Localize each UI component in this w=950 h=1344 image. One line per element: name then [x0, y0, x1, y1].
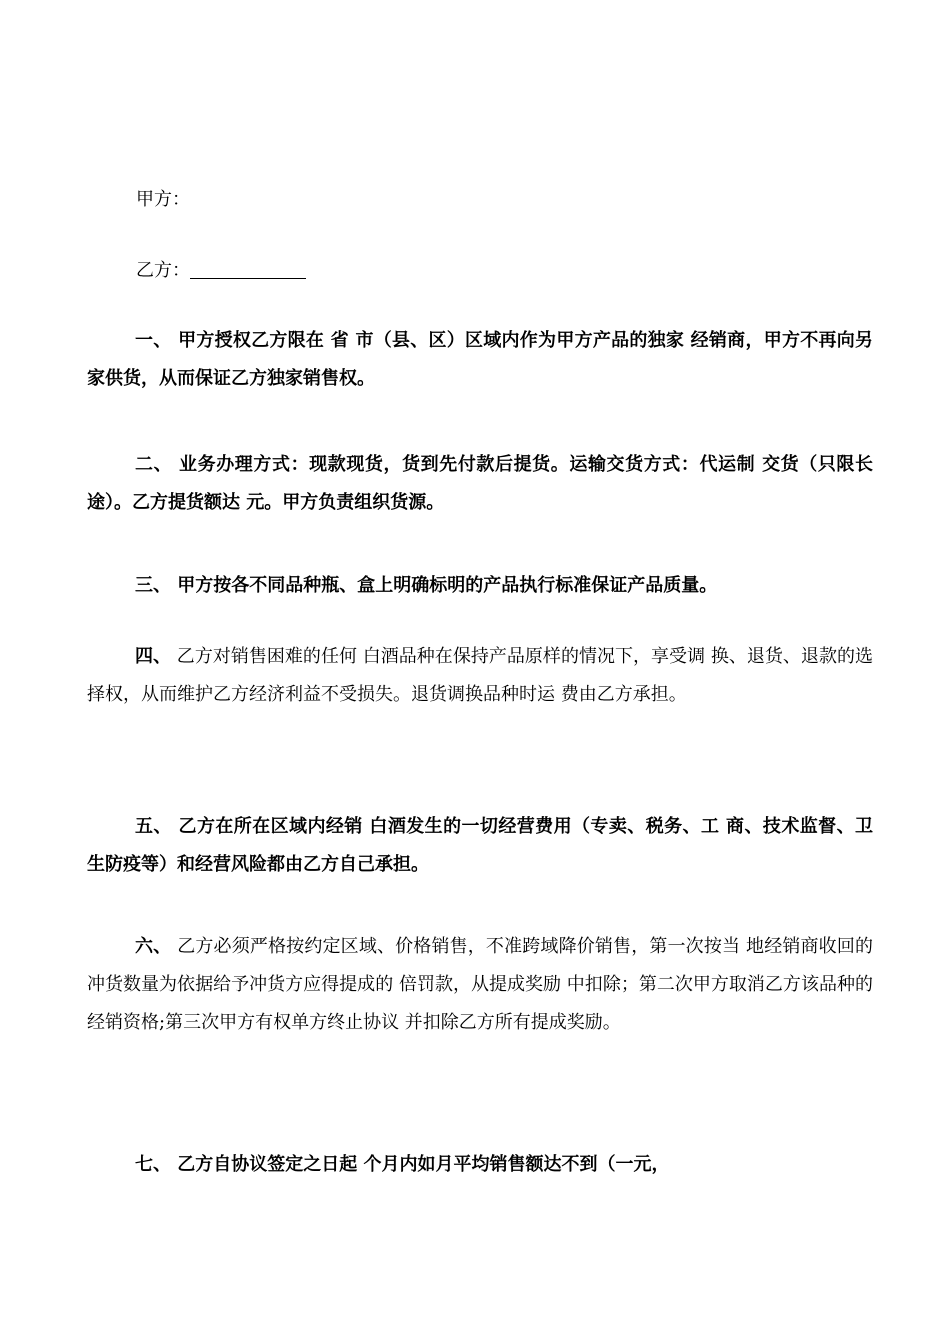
clause-2-text: 业务办理方式：现款现货，货到先付款后提货。运输交货方式：代运制 交货（只限长途）。乙方提货额达 元。甲方负责组织货源。	[87, 454, 874, 513]
party-b-label: 乙方：	[136, 260, 190, 281]
clause-7	[87, 1146, 873, 1184]
party-a-label: 甲方：	[136, 189, 190, 210]
clause-4-number: 四、	[135, 646, 172, 667]
clause-2-number: 二、	[135, 454, 173, 475]
clause-3-text: 甲方按各不同品种瓶、盒上明确标明的产品执行标准保证产品质量。	[177, 575, 718, 596]
clause-5	[87, 808, 873, 884]
clause-1-text: 甲方授权乙方限在 省 市（县、区）区域内作为甲方产品的独家 经销商，甲方不再向另家供货，从而保证乙方独家销售权。	[87, 330, 874, 389]
clause-1-number: 一、	[135, 330, 172, 351]
clause-6	[87, 928, 873, 1042]
clause-4-text: 乙方对销售困难的任何 白酒品种在保持产品原样的情况下，享受调 换、退货、退款的选择权，从而维护乙方经济利益不受损失。退货调换品种时运 费由乙方承担。	[87, 646, 873, 705]
clause-6-number: 六、	[135, 936, 172, 957]
clause-4	[87, 638, 873, 714]
clause-3-number: 三、	[135, 575, 171, 596]
party-a-line	[136, 188, 190, 212]
clause-3	[87, 567, 873, 605]
clause-5-text: 乙方在所在区域内经销 白酒发生的一切经营费用（专卖、税务、工 商、技术监督、卫生防疫等）和经营风险都由乙方自己承担。	[87, 816, 873, 875]
clause-7-text: 乙方自协议签定之日起 个月内如月平均销售额达不到（一元，	[177, 1154, 670, 1175]
clause-6-text: 乙方必须严格按约定区域、价格销售，不准跨域降价销售，第一次按当 地经销商收回的冲货数量为依据给予冲货方应得提成的 倍罚款，从提成奖励 中扣除；第二次甲方取消乙方该品种的经销资格;第三次甲方有权单方终止协议 并扣除乙方所有提成奖励。	[87, 936, 874, 1033]
clause-2	[87, 446, 873, 522]
clause-7-number: 七、	[135, 1154, 171, 1175]
clause-1	[87, 322, 873, 398]
clause-5-number: 五、	[135, 816, 172, 837]
party-b-line	[136, 259, 306, 283]
party-b-blank-line	[190, 260, 306, 279]
